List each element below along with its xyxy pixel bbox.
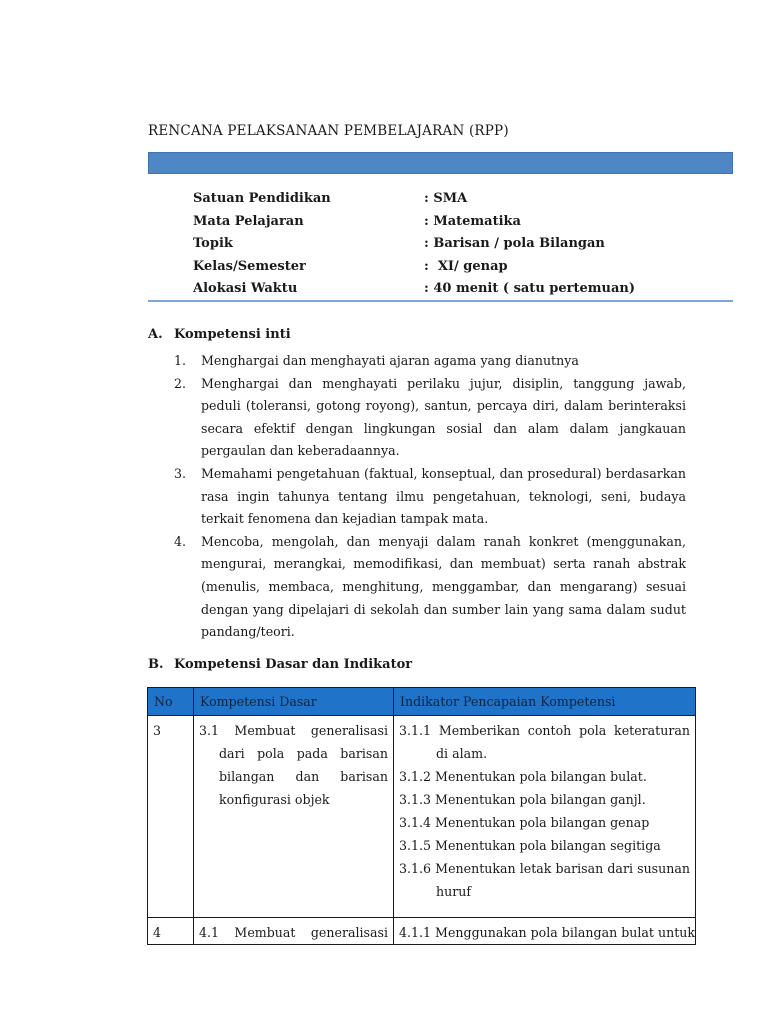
indicator-item: 4.1.1 Menggunakan pola bilangan bulat untuk bbox=[399, 925, 696, 940]
list-text: Menghargai dan menghayati ajaran agama yang dianutnya bbox=[201, 353, 579, 368]
info-label: Satuan Pendidikan bbox=[193, 191, 331, 206]
info-label: Topik bbox=[193, 236, 233, 251]
kd-text: 4.1 Membuat generalisasi bbox=[199, 925, 388, 940]
info-value: : Barisan / pola Bilangan bbox=[424, 236, 605, 251]
title-banner bbox=[148, 152, 733, 174]
column-header-no: No bbox=[148, 688, 194, 716]
section-title: Kompetensi inti bbox=[174, 327, 291, 342]
section-a-heading bbox=[148, 327, 291, 342]
list-item bbox=[174, 373, 686, 463]
cell-indicators bbox=[394, 716, 696, 918]
kd-text: 3.1 Membuat generalisasi dari pola pada barisan bilangan dan barisan konfigurasi objek bbox=[199, 723, 388, 807]
cell-kd bbox=[194, 716, 394, 918]
list-number: 4. bbox=[174, 533, 187, 549]
divider-line bbox=[148, 300, 733, 302]
indicator-item: 3.1.6 Menentukan letak barisan dari susunan huruf bbox=[399, 861, 690, 899]
info-row bbox=[193, 191, 635, 214]
list-text: Mencoba, mengolah, dan menyaji dalam ranah konkret (menggunakan, mengurai, merangkai, memodifikasi, dan membuat) serta ranah abstrak (menulis, membaca, menghitung, menggambar, dan mengarang) sesuai dengan yang dipelajari di sekolah dan sumber lain yang sama dalam sudut pandang/teori. bbox=[201, 533, 686, 640]
document-title: RENCANA PELAKSANAAN PEMBELAJARAN (RPP) bbox=[148, 123, 509, 139]
table-row bbox=[148, 716, 696, 918]
identity-table bbox=[193, 191, 635, 304]
table-header-row bbox=[148, 688, 696, 716]
list-number: 1. bbox=[174, 353, 187, 368]
list-number: 2. bbox=[174, 375, 187, 391]
section-letter: A. bbox=[148, 327, 163, 342]
info-label: Alokasi Waktu bbox=[193, 281, 298, 296]
table-row bbox=[148, 918, 696, 945]
list-number: 3. bbox=[174, 465, 187, 481]
list-item bbox=[174, 350, 686, 373]
cell-kd bbox=[194, 918, 394, 945]
list-item bbox=[174, 463, 686, 531]
info-value: : XI/ genap bbox=[424, 258, 508, 274]
info-label: Kelas/Semester bbox=[193, 258, 306, 274]
indicator-item: 3.1.2 Menentukan pola bilangan bulat. bbox=[399, 769, 647, 784]
info-row bbox=[193, 236, 635, 259]
cell-no: 4 bbox=[148, 918, 194, 945]
indicator-item: 3.1.1 Memberikan contoh pola keteraturan di alam. bbox=[399, 723, 690, 761]
indicator-item: 3.1.4 Menentukan pola bilangan genap bbox=[399, 815, 650, 830]
section-letter: B. bbox=[148, 657, 164, 672]
section-b-heading bbox=[148, 657, 412, 672]
competency-table bbox=[147, 687, 696, 945]
info-row bbox=[193, 259, 635, 282]
info-value: : SMA bbox=[424, 191, 468, 206]
info-value: : Matematika bbox=[424, 213, 521, 229]
info-label: Mata Pelajaran bbox=[193, 213, 304, 229]
info-row bbox=[193, 214, 635, 237]
list-item bbox=[174, 531, 686, 644]
section-title: Kompetensi Dasar dan Indikator bbox=[174, 657, 413, 672]
list-text: Menghargai dan menghayati perilaku jujur, disiplin, tanggung jawab, peduli (toleransi, gotong royong), santun, percaya diri, dalam berinteraksi secara efektif dengan lingkungan sosial dan alam dalam jangkauan pergaulan dan keberadaannya. bbox=[201, 375, 686, 459]
cell-indicators bbox=[394, 918, 696, 945]
column-header-indicator: Indikator Pencapaian Kompetensi bbox=[394, 688, 696, 716]
column-header-kd: Kompetensi Dasar bbox=[194, 688, 394, 716]
cell-no: 3 bbox=[148, 716, 194, 918]
indicator-item: 3.1.5 Menentukan pola bilangan segitiga bbox=[399, 838, 661, 853]
kompetensi-inti-list bbox=[174, 350, 686, 644]
list-text: Memahami pengetahuan (faktual, konseptual, dan prosedural) berdasarkan rasa ingin tahunya tentang ilmu pengetahuan, teknologi, seni, budaya terkait fenomena dan kejadian tampak mata. bbox=[201, 465, 686, 527]
indicator-item: 3.1.3 Menentukan pola bilangan ganjl. bbox=[399, 792, 646, 807]
info-value: : 40 menit ( satu pertemuan) bbox=[424, 281, 636, 296]
